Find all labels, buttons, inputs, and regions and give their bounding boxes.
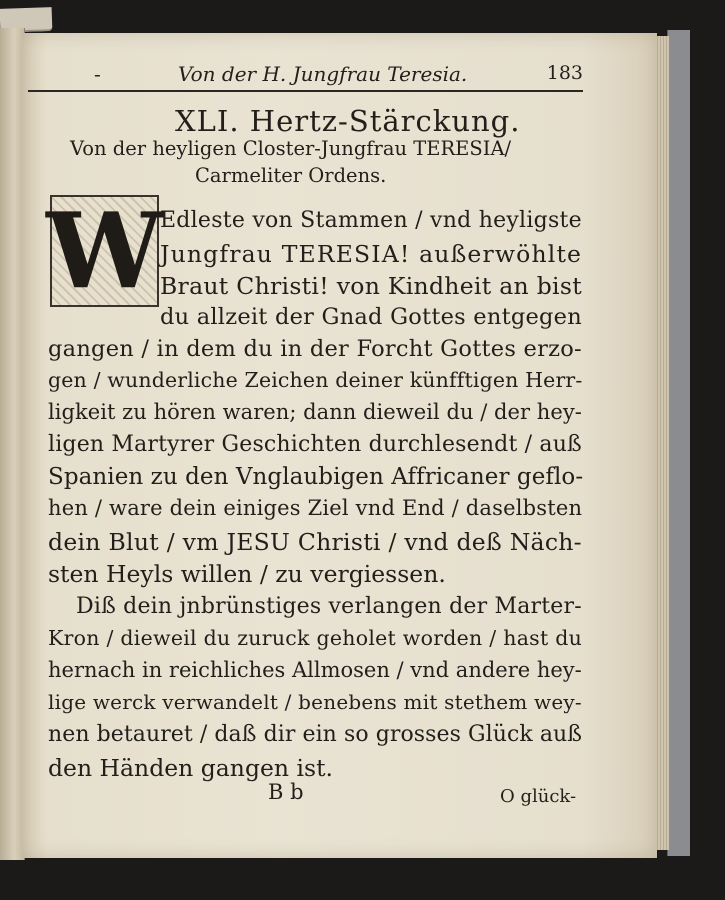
body-line: ligkeit zu hören waren; dann dieweil du / der hey- [48, 400, 582, 424]
body-line: den Händen gangen ist. [48, 754, 333, 782]
header-title: Von der H. Jungfrau Teresia. [178, 62, 468, 86]
body-line: hernach in reichliches Allmosen / vnd andere hey- [48, 658, 582, 682]
body-line: du allzeit der Gnad Gottes entgegen [160, 304, 582, 330]
body-line: Edleste von Stammen / vnd heyligste [160, 208, 582, 233]
body-line: Diß dein jnbrünstiges verlangen der Marter- [76, 594, 582, 619]
body-line: gen / wunderliche Zeichen deiner künfftigen Herr- [48, 368, 583, 392]
body-line: Jungfrau TERESIA! außerwöhlte [160, 240, 583, 268]
decorated-initial: W [46, 189, 163, 312]
body-line: Kron / dieweil du zuruck geholet worden / hast du [48, 626, 583, 650]
body-line: dein Blut / vm JESU Christi / vnd deß Näch- [48, 528, 582, 556]
body-line: hen / ware dein einiges Ziel vnd End / daselbsten [48, 496, 583, 520]
book-cover-board [667, 30, 690, 856]
chapter-subtitle-line-2: Carmeliter Ordens. [195, 164, 387, 187]
body-line: lige werck verwandelt / benebens mit stethem wey- [48, 690, 582, 714]
header-dash: - [94, 62, 101, 86]
chapter-title: XLI. Hertz-Stärckung. [175, 104, 521, 138]
body-line: Braut Christi! von Kindheit an bist [160, 272, 582, 300]
signature-mark: B b [268, 780, 304, 804]
body-line: nen betauret / daß dir ein so grosses Glück auß [48, 722, 583, 747]
page-number: 183 [546, 62, 583, 84]
body-line: gangen / in dem du in der Forcht Gottes erzo- [48, 336, 582, 362]
running-header [28, 58, 583, 92]
body-line: sten Heyls willen / zu vergiessen. [48, 560, 446, 588]
catchword: O glück- [500, 786, 577, 807]
body-line: ligen Martyrer Geschichten durchlesendt / auß [48, 432, 582, 457]
chapter-subtitle-line-1: Von der heyligen Closter-Jungfrau TERESIA/ [70, 137, 512, 160]
page-block-edge [655, 36, 669, 850]
body-line: Spanien zu den Vnglaubigen Affricaner geflo- [48, 464, 584, 490]
